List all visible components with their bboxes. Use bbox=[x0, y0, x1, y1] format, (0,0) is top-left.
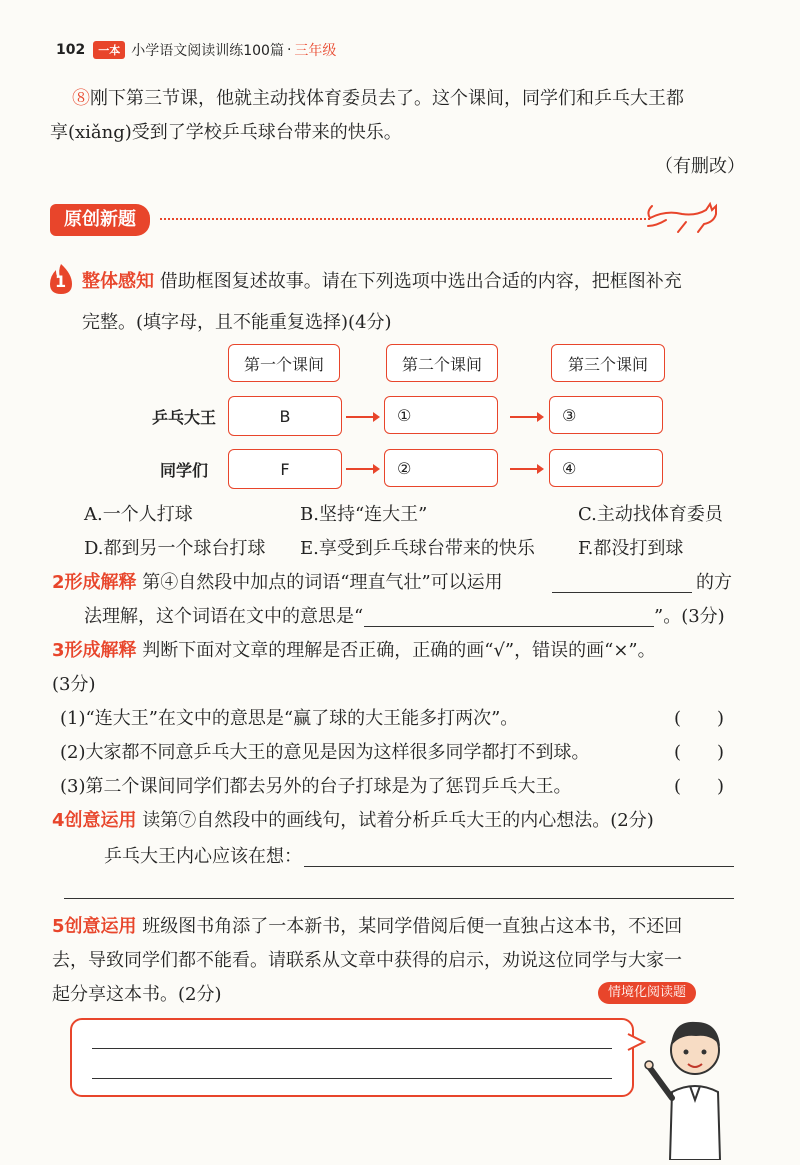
q5-number: 5 bbox=[52, 916, 65, 937]
option-d: D.都到另一个球台打球 bbox=[84, 538, 266, 559]
q5-text-1: 班级图书角添了一本新书，某同学借阅后便一直独占这本书，不还回 bbox=[142, 916, 683, 937]
q2-text-1a: 第④自然段中加点的词语“理直气壮”可以运用 bbox=[142, 572, 503, 593]
q3-number: 3 bbox=[52, 640, 65, 661]
q4-prompt: 乒乓大王内心应该在想： bbox=[104, 846, 302, 867]
cell-r1-c1: B bbox=[228, 396, 342, 436]
row-label-classmates: 同学们 bbox=[160, 461, 209, 480]
boy-illustration-icon bbox=[640, 1010, 740, 1160]
q3-text-2: (3分) bbox=[52, 674, 96, 695]
option-b: B.坚持“连大王” bbox=[300, 504, 428, 525]
q5-text-3: 起分享这本书。(2分) bbox=[52, 984, 222, 1005]
arrow-icon bbox=[510, 416, 542, 418]
cell-r1-c2[interactable]: ① bbox=[384, 396, 498, 434]
arrow-icon bbox=[346, 468, 378, 470]
q2-text-2a: 法理解，这个词语在文中的意思是“ bbox=[84, 606, 364, 627]
q2-type: 形成解释 bbox=[64, 572, 137, 593]
q2-line-1 bbox=[52, 566, 503, 600]
title-dot: · bbox=[286, 42, 292, 58]
q3-type: 形成解释 bbox=[64, 640, 137, 661]
page-header bbox=[56, 40, 336, 60]
q2-blank-method[interactable] bbox=[552, 592, 692, 593]
q3-text-1: 判断下面对文章的理解是否正确，正确的画“√”，错误的画“×”。 bbox=[142, 640, 656, 661]
page-number: 102 bbox=[56, 42, 86, 58]
arrow-icon bbox=[346, 416, 378, 418]
q3-line-1 bbox=[52, 634, 656, 668]
q1-line-2: 完整。(填字母，且不能重复选择)(4分) bbox=[82, 312, 392, 333]
passage-text-1: 刚下第三节课，他就主动找体育委员去了。这个课间，同学们和乒乓大王都 bbox=[90, 88, 684, 109]
row-label-pingpong-king: 乒乓大王 bbox=[152, 408, 217, 427]
passage-line-1 bbox=[72, 82, 684, 116]
q1-number: 1 bbox=[55, 272, 67, 291]
q4-line-1 bbox=[52, 804, 654, 838]
option-a: A.一个人打球 bbox=[84, 504, 193, 525]
section-badge: 原创新题 bbox=[50, 204, 150, 236]
cell-r1-c3[interactable]: ③ bbox=[549, 396, 663, 434]
q5-text-2: 去，导致同学们都不能看。请联系从文章中获得的启示，劝说这位同学与大家一 bbox=[52, 950, 682, 971]
q4-text-1: 读第⑦自然段中的画线句，试着分析乒乓大王的内心想法。(2分) bbox=[142, 810, 654, 831]
scenario-tag: 情境化阅读题 bbox=[598, 982, 696, 1004]
q5-line-1 bbox=[52, 910, 682, 944]
book-title: 小学语文阅读训练100篇 bbox=[131, 43, 284, 59]
q1-text-1: 借助框图复述故事。请在下列选项中选出合适的内容，把框图补充 bbox=[159, 271, 682, 292]
arrow-icon bbox=[510, 468, 542, 470]
option-e: E.享受到乒乓球台带来的快乐 bbox=[300, 538, 535, 559]
q3-answer-1[interactable]: ( ) bbox=[674, 708, 725, 729]
q3-answer-3[interactable]: ( ) bbox=[674, 776, 725, 797]
q5-answer-line-1[interactable] bbox=[92, 1048, 612, 1049]
diagram-header-1: 第一个课间 bbox=[228, 344, 340, 382]
q3-item-2: (2)大家都不同意乒乓大王的意见是因为这样很多同学都打不到球。 bbox=[60, 742, 590, 763]
q2-text-2b: ”。(3分) bbox=[654, 606, 725, 627]
q5-type: 创意运用 bbox=[64, 916, 137, 937]
option-c: C.主动找体育委员 bbox=[578, 504, 723, 525]
cat-icon bbox=[646, 196, 726, 236]
q2-text-1b: 的方 bbox=[696, 572, 732, 593]
diagram-header-2: 第二个课间 bbox=[386, 344, 498, 382]
cell-r2-c2[interactable]: ② bbox=[384, 449, 498, 487]
diagram-header-3: 第三个课间 bbox=[551, 344, 665, 382]
cell-r2-c1: F bbox=[228, 449, 342, 489]
section-divider bbox=[160, 218, 650, 220]
q3-item-3: (3)第二个课间同学们都去另外的台子打球是为了惩罚乒乓大王。 bbox=[60, 776, 572, 797]
q1-type: 整体感知 bbox=[82, 271, 154, 292]
option-f: F.都没打到球 bbox=[578, 538, 684, 559]
source-note: （有删改） bbox=[655, 156, 745, 177]
passage-line-2: 享(xiǎng)受到了学校乒乓球台带来的快乐。 bbox=[50, 122, 402, 143]
cell-r2-c3[interactable]: ④ bbox=[549, 449, 663, 487]
brand-logo: 一本 bbox=[93, 41, 125, 59]
q1-line-1 bbox=[82, 265, 682, 299]
grade-label: 三年级 bbox=[294, 43, 337, 59]
q4-number: 4 bbox=[52, 810, 65, 831]
q4-type: 创意运用 bbox=[64, 810, 137, 831]
answer-speech-bubble[interactable] bbox=[70, 1018, 634, 1097]
q2-number: 2 bbox=[52, 572, 65, 593]
q2-blank-meaning[interactable] bbox=[364, 626, 654, 627]
q4-answer-line-2[interactable] bbox=[64, 898, 734, 899]
q4-answer-line-1[interactable] bbox=[304, 866, 734, 867]
q3-answer-2[interactable]: ( ) bbox=[674, 742, 725, 763]
q3-item-1: (1)“连大王”在文中的意思是“赢了球的大王能多打两次”。 bbox=[60, 708, 519, 729]
paragraph-number: ⑧ bbox=[72, 88, 90, 109]
q5-answer-line-2[interactable] bbox=[92, 1078, 612, 1079]
